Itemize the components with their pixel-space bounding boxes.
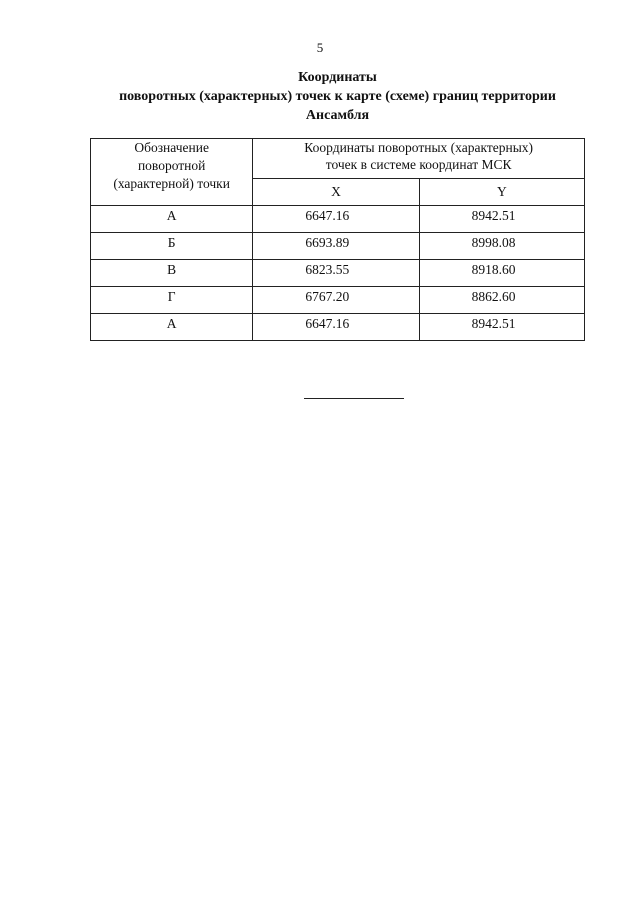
point-label: В	[91, 260, 253, 287]
table-row	[91, 206, 585, 233]
end-of-document-rule	[304, 398, 404, 399]
document-title	[80, 68, 595, 125]
x-value: 6647.16	[253, 206, 419, 233]
point-label: А	[91, 314, 253, 341]
header-point-designation	[91, 139, 253, 206]
title-line-1: Координаты	[298, 70, 377, 85]
header-group-line-1: Координаты поворотных (характерных)	[304, 140, 534, 155]
y-value: 8918.60	[419, 260, 584, 287]
table-row	[91, 233, 585, 260]
y-value: 8942.51	[419, 314, 584, 341]
y-value: 8942.51	[419, 206, 584, 233]
header-point-line-1: Обозначение	[134, 140, 209, 155]
y-value: 8998.08	[419, 233, 584, 260]
point-label: Б	[91, 233, 253, 260]
table-row	[91, 314, 585, 341]
header-group-line-2: точек в системе координат МСК	[325, 157, 512, 172]
table-row	[91, 260, 585, 287]
header-coordinates-group	[253, 139, 585, 179]
point-label: Г	[91, 287, 253, 314]
header-point-line-2: поворотной	[137, 158, 206, 173]
point-label: А	[91, 206, 253, 233]
header-point-line-3: (характерной) точки	[113, 176, 230, 191]
coordinates-table	[90, 138, 585, 341]
title-line-3: Ансамбля	[305, 108, 370, 123]
title-line-2: поворотных (характерных) точек к карте (схеме) границ территории	[119, 89, 556, 104]
table-header-row	[91, 139, 585, 179]
table-row	[91, 287, 585, 314]
x-value: 6823.55	[253, 260, 419, 287]
y-value: 8862.60	[419, 287, 584, 314]
x-value: 6767.20	[253, 287, 419, 314]
header-y: Y	[419, 179, 584, 206]
x-value: 6693.89	[253, 233, 419, 260]
x-value: 6647.16	[253, 314, 419, 341]
page-number: 5	[316, 40, 324, 55]
header-x: X	[253, 179, 419, 206]
